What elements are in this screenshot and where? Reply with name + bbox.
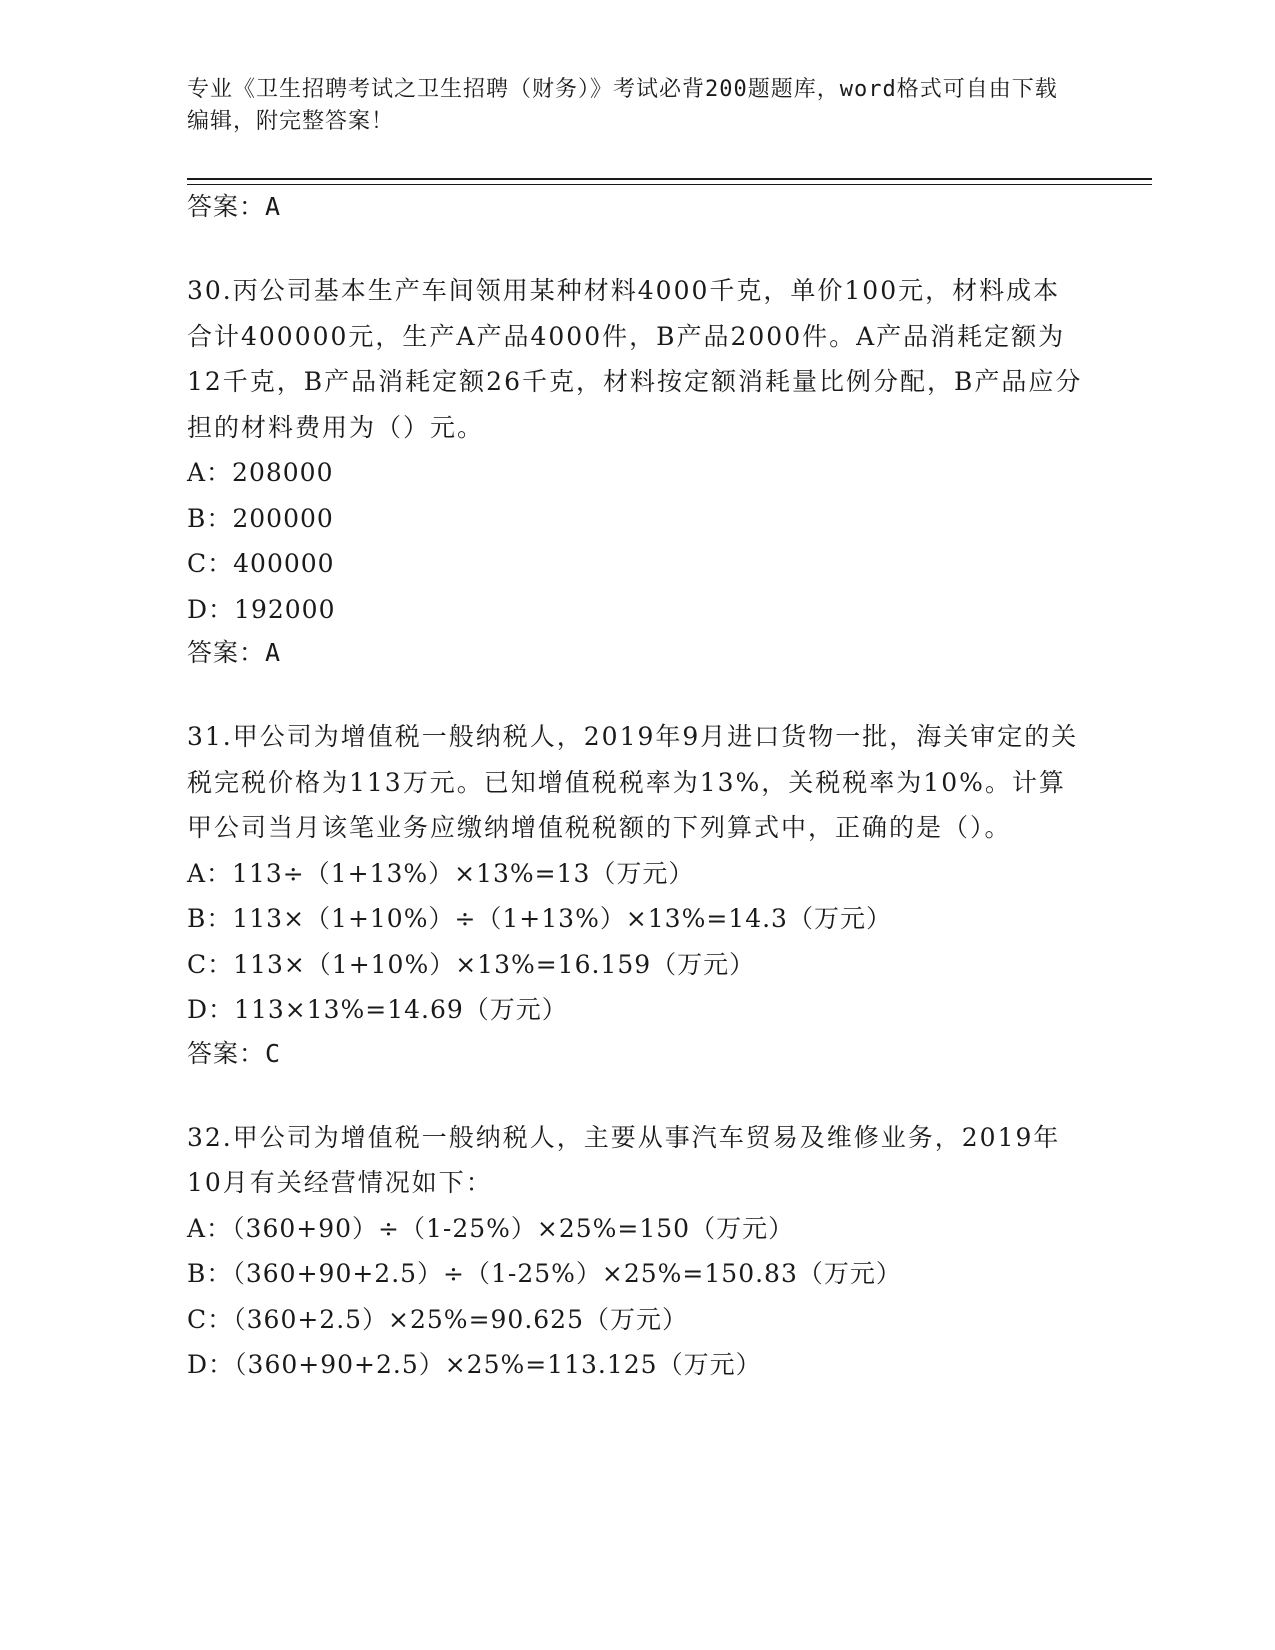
option-b: B：（360+90+2.5）÷（1-25%）×25%=150.83（万元）	[187, 1259, 902, 1288]
answer-line: 答案：A	[187, 638, 282, 667]
document-body	[187, 190, 1087, 1388]
document-header: 专业《卫生招聘考试之卫生招聘（财务）》考试必背200题题库，word格式可自由下载编辑，附完整答案！	[187, 77, 1058, 134]
option-d: D：113×13%=14.69（万元）	[187, 995, 568, 1024]
option-c: C：（360+2.5）×25%=90.625（万元）	[187, 1304, 688, 1334]
option-c: C：113×（1+10%）×13%=16.159（万元）	[187, 949, 756, 979]
option-c: C：400000	[187, 549, 335, 578]
question-block	[187, 268, 1087, 670]
question-text: 30.丙公司基本生产车间领用某种材料4000千克，单价100元，材料成本合计400000元，生产A产品4000件，B产品2000件。A产品消耗定额为12千克，B产品消耗定额26千克，材料按定额消耗量比例分配，B产品应分担的材料费用为（）元。	[187, 276, 1083, 442]
answer-line: 答案：C	[187, 1038, 282, 1068]
header-divider-thin	[187, 184, 1152, 185]
option-a: A：（360+90）÷（1-25%）×25%=150（万元）	[187, 1213, 795, 1243]
option-b: B：200000	[187, 503, 334, 533]
option-d: D：（360+90+2.5）×25%=113.125（万元）	[187, 1350, 762, 1379]
option-b: B：113×（1+10%）÷（1+13%）×13%=14.3（万元）	[187, 904, 892, 933]
answer-line: 答案：A	[187, 192, 282, 221]
option-a: A：113÷（1+13%）×13%=13（万元）	[187, 858, 695, 888]
question-block	[187, 1115, 1087, 1388]
question-text: 31.甲公司为增值税一般纳税人，2019年9月进口货物一批，海关审定的关税完税价格为113万元。已知增值税税率为13%，关税税率为10%。计算甲公司当月该笔业务应缴纳增值税税额的下列算式中，正确的是（）。	[187, 722, 1079, 842]
header-divider	[187, 178, 1152, 180]
option-a: A：208000	[187, 458, 334, 487]
question-block	[187, 714, 1087, 1071]
question-text: 32.甲公司为增值税一般纳税人，主要从事汽车贸易及维修业务，2019年10月有关经营情况如下：	[187, 1122, 1061, 1197]
option-d: D：192000	[187, 594, 336, 624]
